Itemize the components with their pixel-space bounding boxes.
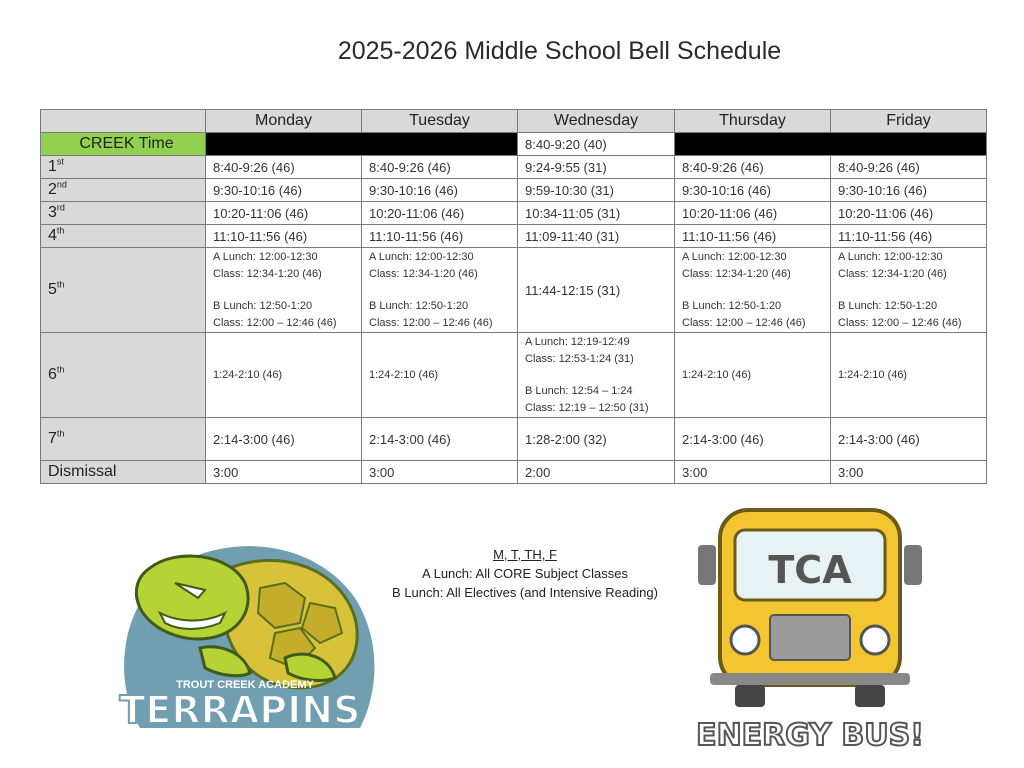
period-row-7 bbox=[41, 418, 987, 461]
period-time: 11:10-11:56 (46) bbox=[362, 225, 518, 248]
header-corner bbox=[41, 110, 206, 133]
period-label: 2nd bbox=[41, 179, 206, 202]
day-header-friday: Friday bbox=[831, 110, 987, 133]
period-label: 1st bbox=[41, 156, 206, 179]
dismissal-time: 3:00 bbox=[831, 461, 987, 484]
day-header-tuesday: Tuesday bbox=[362, 110, 518, 133]
day-header-thursday: Thursday bbox=[675, 110, 831, 133]
bus-wheel-right bbox=[855, 685, 885, 707]
period-time: 11:10-11:56 (46) bbox=[831, 225, 987, 248]
logo-subtitle: TROUT CREEK ACADEMY bbox=[176, 679, 314, 691]
creek-blank-thu-fri bbox=[675, 133, 987, 156]
period-time: 1:28-2:00 (32) bbox=[518, 418, 675, 461]
period-time: 9:30-10:16 (46) bbox=[675, 179, 831, 202]
bell-schedule-table bbox=[40, 109, 987, 484]
period-label: 7th bbox=[41, 418, 206, 461]
period-time: 2:14-3:00 (46) bbox=[362, 418, 518, 461]
period-row-5 bbox=[41, 248, 987, 333]
period-time: 1:24-2:10 (46) bbox=[362, 333, 518, 418]
dismissal-time: 2:00 bbox=[518, 461, 675, 484]
energy-bus-logo bbox=[680, 505, 940, 755]
lunch-note-b: B Lunch: All Electives (and Intensive Reading) bbox=[392, 585, 658, 600]
period-time: 9:30-10:16 (46) bbox=[362, 179, 518, 202]
period-time: 11:10-11:56 (46) bbox=[675, 225, 831, 248]
bus-caption: ENERGY BUS! bbox=[696, 718, 924, 753]
dismissal-time: 3:00 bbox=[206, 461, 362, 484]
dismissal-label: Dismissal bbox=[41, 461, 206, 484]
lunch-split-cell: A Lunch: 12:00-12:30 Class: 12:34-1:20 (46) B Lunch: 12:50-1:20 Class: 12:00 – 12:46 (46) bbox=[206, 248, 362, 333]
period-time: 9:24-9:55 (31) bbox=[518, 156, 675, 179]
bus-headlight-right bbox=[861, 626, 889, 654]
period-time: 2:14-3:00 (46) bbox=[206, 418, 362, 461]
period-label: 4th bbox=[41, 225, 206, 248]
lunch-split-cell: A Lunch: 12:19-12:49 Class: 12:53-1:24 (31) B Lunch: 12:54 – 1:24 Class: 12:19 – 12:50 (31) bbox=[518, 333, 675, 418]
period-label: 6th bbox=[41, 333, 206, 418]
lunch-split-cell: A Lunch: 12:00-12:30 Class: 12:34-1:20 (46) B Lunch: 12:50-1:20 Class: 12:00 – 12:46 (46) bbox=[675, 248, 831, 333]
period-time: 10:34-11:05 (31) bbox=[518, 202, 675, 225]
period-time: 8:40-9:26 (46) bbox=[675, 156, 831, 179]
period-time: 8:40-9:26 (46) bbox=[206, 156, 362, 179]
bus-mirror-left bbox=[698, 545, 716, 585]
period-time: 8:40-9:26 (46) bbox=[831, 156, 987, 179]
creek-time-label: CREEK Time bbox=[41, 133, 206, 156]
period-time: 2:14-3:00 (46) bbox=[831, 418, 987, 461]
creek-time-wednesday: 8:40-9:20 (40) bbox=[518, 133, 675, 156]
period-label: 5th bbox=[41, 248, 206, 333]
lunch-split-cell: A Lunch: 12:00-12:30 Class: 12:34-1:20 (46) B Lunch: 12:50-1:20 Class: 12:00 – 12:46 (46) bbox=[362, 248, 518, 333]
period-label: 3rd bbox=[41, 202, 206, 225]
logo-title: TERRAPINS bbox=[119, 688, 361, 732]
page-title: 2025-2026 Middle School Bell Schedule bbox=[337, 37, 782, 65]
period-time: 11:44-12:15 (31) bbox=[518, 248, 675, 333]
bus-headlight-left bbox=[731, 626, 759, 654]
creek-blank-mon-tue bbox=[206, 133, 518, 156]
period-row-6 bbox=[41, 333, 987, 418]
day-header-wednesday: Wednesday bbox=[518, 110, 675, 133]
dismissal-time: 3:00 bbox=[675, 461, 831, 484]
period-time: 8:40-9:26 (46) bbox=[362, 156, 518, 179]
bus-grille bbox=[770, 615, 850, 660]
period-time: 1:24-2:10 (46) bbox=[831, 333, 987, 418]
period-time: 9:59-10:30 (31) bbox=[518, 179, 675, 202]
bus-bumper bbox=[710, 673, 910, 685]
period-row-2 bbox=[41, 179, 987, 202]
period-time: 10:20-11:06 (46) bbox=[831, 202, 987, 225]
bus-wheel-left bbox=[735, 685, 765, 707]
period-time: 10:20-11:06 (46) bbox=[675, 202, 831, 225]
period-time: 10:20-11:06 (46) bbox=[206, 202, 362, 225]
lunch-note-a: A Lunch: All CORE Subject Classes bbox=[422, 566, 628, 581]
period-row-3 bbox=[41, 202, 987, 225]
period-time: 2:14-3:00 (46) bbox=[675, 418, 831, 461]
creek-row bbox=[41, 133, 987, 156]
period-time: 11:10-11:56 (46) bbox=[206, 225, 362, 248]
period-row-4 bbox=[41, 225, 987, 248]
period-time: 9:30-10:16 (46) bbox=[206, 179, 362, 202]
period-row-1 bbox=[41, 156, 987, 179]
period-time: 10:20-11:06 (46) bbox=[362, 202, 518, 225]
day-header-monday: Monday bbox=[206, 110, 362, 133]
header-row bbox=[41, 110, 987, 133]
bus-mirror-right bbox=[904, 545, 922, 585]
lunch-note bbox=[360, 545, 690, 602]
terrapins-logo bbox=[80, 528, 400, 748]
dismissal-time: 3:00 bbox=[362, 461, 518, 484]
lunch-split-cell: A Lunch: 12:00-12:30 Class: 12:34-1:20 (46) B Lunch: 12:50-1:20 Class: 12:00 – 12:46 (46) bbox=[831, 248, 987, 333]
period-time: 1:24-2:10 (46) bbox=[206, 333, 362, 418]
period-time: 11:09-11:40 (31) bbox=[518, 225, 675, 248]
bus-badge-text: TCA bbox=[768, 548, 852, 592]
lunch-note-heading: M, T, TH, F bbox=[493, 547, 557, 562]
period-time: 1:24-2:10 (46) bbox=[675, 333, 831, 418]
dismissal-row bbox=[41, 461, 987, 484]
period-time: 9:30-10:16 (46) bbox=[831, 179, 987, 202]
